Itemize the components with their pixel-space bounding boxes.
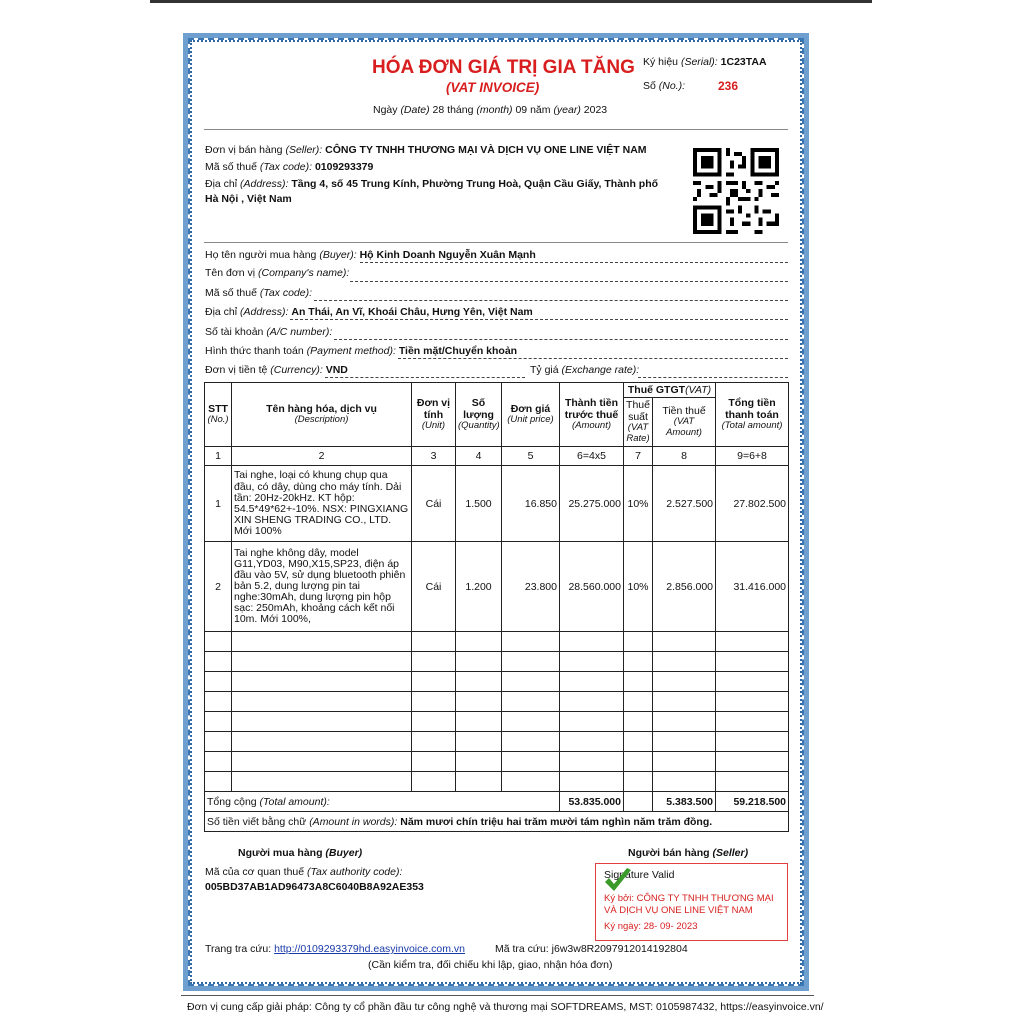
divider [204, 242, 788, 243]
serial-value: 1C23TAA [720, 56, 767, 68]
empty-row [205, 652, 789, 672]
exchange-rate-underline [638, 377, 788, 378]
empty-row [205, 732, 789, 752]
tax-authority-label: Mã của cơ quan thuế (Tax authority code): [205, 866, 403, 878]
empty-row [205, 712, 789, 732]
divider [204, 129, 788, 130]
header-vat-group: Thuế GTGT(VAT) [624, 383, 716, 398]
lookup-note: (Cần kiểm tra, đối chiếu khi lập, giao, nhận hóa đơn) [368, 959, 613, 971]
seller-name: CÔNG TY TNHH THƯƠNG MẠI VÀ DỊCH VỤ ONE LINE VIỆT NAM [325, 144, 647, 156]
seller-name-line: Đơn vị bán hàng (Seller): CÔNG TY TNHH THƯƠNG MẠI VÀ DỊCH VỤ ONE LINE VIỆT NAM [205, 144, 647, 156]
header-vat-amount: Tiền thuế (VAT Amount) [653, 398, 716, 447]
currency: VND [325, 364, 348, 376]
item-description: Tai nghe không dây, model G11,YD03, M90,X15,SP23, điện áp đầu vào 5V, sử dụng bluetooth phiên bản 5.2, dung lượng pin tai nghe:30mAh, dung lượng pin hộp sạc: 250mAh, khoảng cách kết nối 10m. Mới 100%, [232, 542, 412, 632]
seller-tax: 0109293379 [314, 161, 374, 173]
buyer-signature-label: Người mua hàng (Buyer) [238, 847, 363, 859]
signed-by: Ký bởi: CÔNG TY TNHH THƯƠNG MẠI VÀ DỊCH VỤ ONE LINE VIỆT NAM [604, 893, 774, 916]
buyer-name: Hộ Kinh Doanh Nguyễn Xuân Mạnh [359, 249, 536, 261]
payment-method-line: Hình thức thanh toán (Payment method): Tiền mặt/Chuyển khoản [205, 345, 518, 357]
total-vat: 5.383.500 [653, 792, 716, 812]
checkmark-icon [603, 866, 633, 896]
item-description: Tai nghe, loại có khung chụp qua đầu, có dây, dùng cho máy tính. Dải tần: 20Hz-20kHz. KT hộp: 54.5*49*62+-10%. NSX: PINGXIANG XIN SHENG TRADING CO., LTD. Mới 100% [232, 466, 412, 542]
total-row: Tổng cộng (Total amount): 53.835.000 5.383.500 59.218.500 [205, 792, 789, 812]
seller-address-line2: Hà Nội , Việt Nam [205, 193, 292, 205]
buyer-name-line: Họ tên người mua hàng (Buyer): Hộ Kinh Doanh Nguyễn Xuân Mạnh [205, 249, 536, 261]
empty-row [205, 772, 789, 792]
items-table [204, 382, 789, 832]
header-description: Tên hàng hóa, dịch vụ (Description) [232, 383, 412, 447]
header-unit-price: Đơn giá (Unit price) [502, 383, 560, 447]
table-row: 2 Tai nghe không dây, model G11,YD03, M90,X15,SP23, điện áp đầu vào 5V, sử dụng bluetooth phiên bản 5.2, dung lượng pin tai nghe:30mAh, dung lượng pin hộp sạc: 250mAh, khoảng cách kết nối 10m. Mới 100%, Cái 1.200 23.800 28.560.000 10% 2.856.000 31.416.000 [205, 542, 789, 632]
buyer-name-underline [360, 262, 788, 263]
invoice-date: Ngày (Date) 28 tháng (month) 09 năm (year) 2023 [373, 104, 608, 116]
tax-authority-code: 005BD37AB1AD96473A8C6040B8A92AE353 [205, 881, 424, 893]
invoice-number: 236 [718, 79, 739, 93]
serial-line: Ký hiệu (Serial): 1C23TAA [643, 56, 767, 68]
lookup-line: Trang tra cứu: http://0109293379hd.easyinvoice.com.vn [205, 943, 465, 955]
number-line: Số (No.): [643, 80, 686, 92]
seller-address-line: Địa chỉ (Address): Tầng 4, số 45 Trung Kính, Phường Trung Hoà, Quận Cầu Giấy, Thành phố [205, 178, 659, 190]
qr-code-icon [693, 148, 779, 234]
lookup-link[interactable]: http://0109293379hd.easyinvoice.com.vn [274, 943, 465, 955]
seller-tax-line: Mã số thuế (Tax code): 0109293379 [205, 161, 374, 173]
header-amount: Thành tiền trước thuế (Amount) [560, 383, 624, 447]
empty-row [205, 692, 789, 712]
invoice-subtitle: (VAT INVOICE) [446, 80, 540, 95]
buyer-tax-line: Mã số thuế (Tax code): [205, 287, 313, 299]
header-vat-rate: Thuế suất (VAT Rate) [624, 398, 653, 447]
buyer-account-line: Số tài khoản (A/C number): [205, 326, 333, 338]
amount-in-words: Năm mươi chín triệu hai trăm mười tám nghìn năm trăm đồng. [400, 815, 713, 828]
amount-in-words-row: Số tiền viết bằng chữ (Amount in words): Năm mươi chín triệu hai trăm mười tám nghìn năm trăm đồng. [205, 812, 789, 832]
invoice-title: HÓA ĐƠN GIÁ TRỊ GIA TĂNG [372, 57, 635, 78]
footer-provider: Đơn vị cung cấp giải pháp: Công ty cổ phần đầu tư công nghệ và thương mại SOFTDREAMS, MST: 0105987432, https://easyinvoice.vn/ [187, 1001, 824, 1013]
footer-rule [181, 995, 814, 996]
table-row: 1 Tai nghe, loại có khung chụp qua đầu, có dây, dùng cho máy tính. Dải tần: 20Hz-20kHz. KT hộp: 54.5*49*62+-10%. NSX: PINGXIANG XIN SHENG TRADING CO., LTD. Mới 100% Cái 1.500 16.850 25.275.000 10% 2.527.500 27.802.500 [205, 466, 789, 542]
currency-underline [325, 377, 525, 378]
table-header-row [205, 383, 789, 398]
column-index-row: 1 2 3 4 5 6=4x5 7 8 9=6+8 [205, 447, 789, 466]
total-payment: 59.218.500 [716, 792, 789, 812]
currency-line: Đơn vị tiền tệ (Currency): VND [205, 364, 348, 376]
header-quantity: Số lượng (Quantity) [456, 383, 502, 447]
signed-date: Ký ngày: 28- 09- 2023 [604, 921, 698, 932]
empty-row [205, 672, 789, 692]
signature-valid: Signature Valid [604, 869, 675, 881]
payment-underline [398, 358, 788, 359]
buyer-tax-underline [314, 300, 788, 301]
buyer-account-underline [334, 339, 788, 340]
header-stt: STT (No.) [205, 383, 232, 447]
empty-row [205, 632, 789, 652]
exchange-rate-line: Tỷ giá (Exchange rate): [530, 364, 640, 376]
header-unit: Đơn vị tính (Unit) [412, 383, 456, 447]
total-amount: 53.835.000 [560, 792, 624, 812]
empty-row [205, 752, 789, 772]
seller-signature-label: Người bán hàng (Seller) [628, 847, 749, 859]
buyer-company-line: Tên đơn vị (Company's name): [205, 267, 350, 279]
buyer-address: An Thái, An Vĩ, Khoái Châu, Hưng Yên, Việt Nam [291, 306, 533, 318]
lookup-code-line: Mã tra cứu: j6w3w8R2097912014192804 [495, 943, 688, 955]
buyer-address-line: Địa chỉ (Address): An Thái, An Vĩ, Khoái Châu, Hưng Yên, Việt Nam [205, 306, 533, 318]
buyer-address-underline [290, 319, 788, 320]
buyer-company-underline [350, 281, 788, 282]
header-total: Tổng tiền thanh toán (Total amount) [716, 383, 789, 447]
payment-method: Tiền mặt/Chuyển khoản [398, 345, 518, 357]
seller-address: Tầng 4, số 45 Trung Kính, Phường Trung Hoà, Quận Cầu Giấy, Thành phố [291, 178, 659, 190]
lookup-code: j6w3w8R2097912014192804 [551, 943, 688, 955]
